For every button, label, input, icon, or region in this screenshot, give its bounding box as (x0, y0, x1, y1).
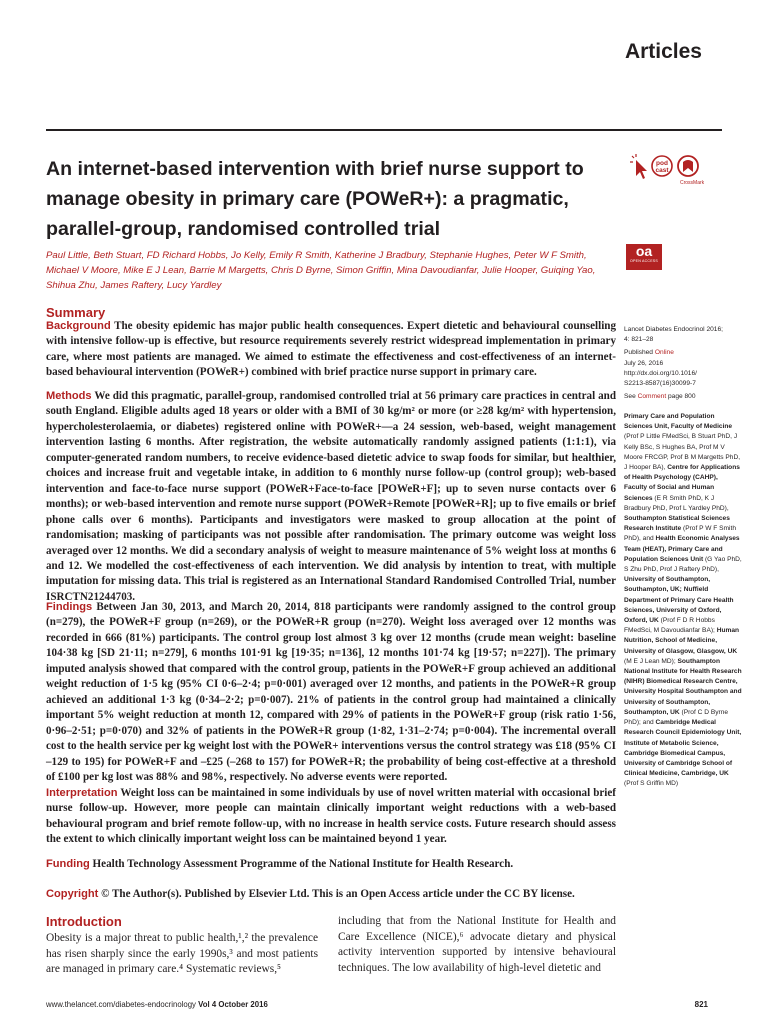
section-label: Articles (624, 40, 702, 63)
affiliation: University of Southampton, Southampton, UK; Nuffield Department of Primary Care Health Sciences, University of Oxford, Oxford, UK (Prof F D R Hobbs FMedSci, M Davoudianfar BA); (624, 576, 734, 635)
podcast-icon[interactable] (652, 156, 672, 176)
footer-journal-line (46, 1000, 268, 1009)
published-prefix: Published (624, 349, 653, 357)
abstract-text: Health Technology Assessment Programme of the National Institute for Health Research. (92, 858, 514, 870)
crossmark-label: CrossMark (680, 180, 705, 186)
affiliation: Southampton National Institute for Health Research (NIHR) Biomedical Research Centre, University Hospital Southampton and University of Southampton, Southampton, UK (Prof C D Byrne PhD); and (624, 657, 742, 727)
open-access-mark: oa (635, 243, 653, 259)
introduction-heading: Introduction (46, 914, 122, 929)
abstract-text: Between Jan 30, 2013, and March 20, 2014, 818 participants were randomly assigned to the control group (n=279), the POWeR+F group (n=269), or the POWeR+R group (n=270). Weight loss averaged over 12 months was recorded in 666 (81%) participants. The control group lost almost 3 kg over 12 months (crude mean weight: baseline 104·38 kg [SD 21·11; n=279], 6 months 101·91 kg [19·35; n=136], 12 months 101·74 kg [19·57; n=227]). The primary imputed analysis showed that compared with the control group, patients in the POWeR+F group achieved an additional weight reduction of 1·5 kg (95% CI 0·6–2·4; p=0·001) averaged over 12 months, and patients in the POWeR+R group achieved an additional 1·3 kg (0·34–2·2; p=0·007). 21% of patients in the control group had maintained a clinically important 5% weight reduction at month 12, compared with 29% of patients in the POWeR+F group (risk ratio 1·56, 0·96–2·51; p=0·070) and 32% of patients in the POWeR+R group (1·82, 1·31–2·74; p=0·004). The incremental overall cost to the health service per kg weight lost with the POWeR+ interventions versus the control strategy was £18 (95% CI –129 to 195) for POWeR+F and –£25 (–268 to 157) for POWeR+R; the probability of being cost-effective at a threshold of £100 per kg lost was 88% and 98%, respectively. No adverse events were reported. (46, 601, 616, 783)
affiliation: Cambridge Medical Research Council Epidemiology Unit, Institute of Metabolic Science, Cambridge Biomedical Campus, University of Cambridge School of Clinical Medicine, Cambridge, UK (Prof S Griffin MD) (624, 719, 742, 788)
abstract-text: The obesity epidemic has major public health consequences. Expert dietetic and behavioural counselling with intensive follow-up is effective, but resource requirements severely restrict widespread implementation in primary care, where most patients are managed. We aimed to estimate the effectiveness and cost-effectiveness of an internet-based behavioural intervention (POWeR+) combined with brief practice nurse support in primary care. (46, 320, 617, 379)
see-prefix: See (624, 393, 636, 401)
introduction-text-left: Obesity is a major threat to public health,¹,² the prevalence has risen sharply since the early 1990s,³ and most patients are managed in primary care.⁴ Systematic reviews,⁵ (46, 932, 318, 976)
abstract-label: Funding (46, 858, 90, 870)
crossmark-icon[interactable] (678, 156, 698, 176)
footer-issue: October 2016 (218, 1000, 268, 1009)
abstract-findings (46, 600, 616, 785)
doi-url[interactable]: http://dx.doi.org/10.1016/ (624, 369, 697, 377)
article-icons (626, 152, 706, 192)
abstract-background (46, 319, 616, 381)
affiliation: Centre for Applications of Health Psychology (CAHP), Faculty of Social and Human Sciences (E R Smith PhD, K J Bradbury PhD, Prof L Yardley PhD), (624, 464, 740, 512)
doi-id: S2213-8587(16)30099-7 (624, 380, 696, 388)
abstract-label: Methods (46, 390, 92, 402)
abstract-label: Findings (46, 601, 93, 613)
affiliations-block (624, 412, 742, 790)
abstract-label: Background (46, 320, 111, 332)
citation-journal: Lancet Diabetes Endocrinol 2016; (624, 326, 723, 333)
author-list: Paul Little, Beth Stuart, FD Richard Hobbs, Jo Kelly, Emily R Smith, Katherine J Bradbury, Stephanie Hughes, Peter W F Smith, Michael V Moore, Mike E J Lean, Barrie M Margetts, Chris D Byrne, Simon Griffin, Mina Davoudianfar, Julie Hooper, Guiqing Yao, Shihua Zhu, James Raftery, Lucy Yardley (46, 250, 596, 291)
affiliation: Health Economic Analyses Team (HEAT), Primary Care and Population Sciences Unit (G Yao PhD, S Zhu PhD, Prof J Raftery PhD), (624, 535, 742, 574)
cursor-click-icon[interactable] (630, 154, 647, 179)
abstract-interpretation (46, 786, 616, 848)
citation-volume: 4: 821–28 (624, 336, 654, 344)
abstract-label: Copyright (46, 888, 99, 900)
abstract-text: © The Author(s). Published by Elsevier Ltd. This is an Open Access article under the CC BY license. (101, 888, 575, 900)
abstract-text: We did this pragmatic, parallel-group, randomised controlled trial at 56 primary care practices in central and south England. Eligible adults aged 18 years or older with a BMI of 30 kg/m² or more (or ≥28 kg/m² with hypertension, hypercholesterolaemia, or diabetes) registered online with POWeR+—a 24 session, web-based, weight management intervention lasting 6 months. After registration, the website automatically randomly assigned patients (1:1:1), via computer-generated random numbers, to receive evidence-based dietetic advice to swap foods for similar, but healthier, choices and increase fruit and vegetable intake, in addition to 6 monthly nurse follow-up (control group); web-based intervention and face-to-face nurse support (POWeR+Face-to-face [POWeR+F]; up to seven nurse contacts over 6 months); or web-based intervention and remote nurse support (POWeR+Remote [POWeR+R]; up to five emails or brief phone calls over 6 months). Participants and investigators were masked to group allocation at the point of randomisation; masking of participants was not possible after randomisation. The primary outcome was weight loss averaged over 12 months. We did a secondary analysis of weight to measure maintenance of 5% weight loss at months 6 and 12. We modelled the cost-effectiveness of each intervention. We did analysis by intention to treat, with multiple imputation for missing data. This trial is registered as an International Standard Randomised Controlled Trial, number ISRCTN21244703. (46, 390, 616, 603)
footer-url[interactable]: www.thelancet.com/diabetes-endocrinology (46, 1000, 196, 1009)
comment-link[interactable]: Comment (637, 393, 667, 401)
affiliation: Southampton Statistical Sciences Research Institute (Prof P W F Smith PhD), and (624, 515, 737, 543)
open-access-badge (626, 244, 662, 270)
article-title: An internet-based intervention with brief nurse support to manage obesity in primary care (POWeR+): a pragmatic, parallel-group, randomised controlled trial (46, 158, 584, 240)
introduction-text-right: including that from the National Institute for Health and Care Excellence (NICE),⁶ advocate dietary and physical activity intervention supported by intensive behavioural techniques. The low availability of high-level dietetic and (338, 915, 616, 974)
abstract-methods (46, 389, 616, 605)
affiliation: Human Nutrition, School of Medicine, University of Glasgow, Glasgow, UK (M E J Lean MD); (624, 627, 740, 665)
summary-heading: Summary (46, 305, 106, 320)
open-access-text: OPEN ACCESS (630, 259, 658, 263)
abstract-funding (46, 857, 616, 872)
podcast-label-bottom: cast (655, 167, 669, 174)
abstract-label: Interpretation (46, 787, 118, 799)
footer-volume: Vol 4 (198, 1000, 217, 1009)
abstract-text: Weight loss can be maintained in some individuals by use of novel written material with occasional brief nurse follow-up. However, more people can maintain clinically important weight reductions with a web-based behavioural program and brief remote follow-up, with no increase in health service costs. Future research should assess the extent to which clinically important weight loss can be maintained beyond 1 year. (46, 787, 617, 846)
affiliation: Primary Care and Population Sciences Unit, Faculty of Medicine (Prof P Little FMedSci, B Stuart PhD, J Kelly BSc, S Hughes BA, Prof M V Moore FRCGP, Prof B M Margetts PhD, J Hooper BA), (624, 413, 741, 472)
published-date: July 26, 2016 (624, 359, 664, 367)
podcast-label-top: pod (656, 160, 668, 167)
see-suffix: page 800 (668, 393, 696, 401)
header-rule (46, 129, 722, 131)
page-number: 821 (694, 1000, 708, 1009)
published-online-link[interactable]: Online (654, 349, 674, 357)
citation-block (624, 325, 742, 402)
abstract-copyright (46, 887, 616, 902)
